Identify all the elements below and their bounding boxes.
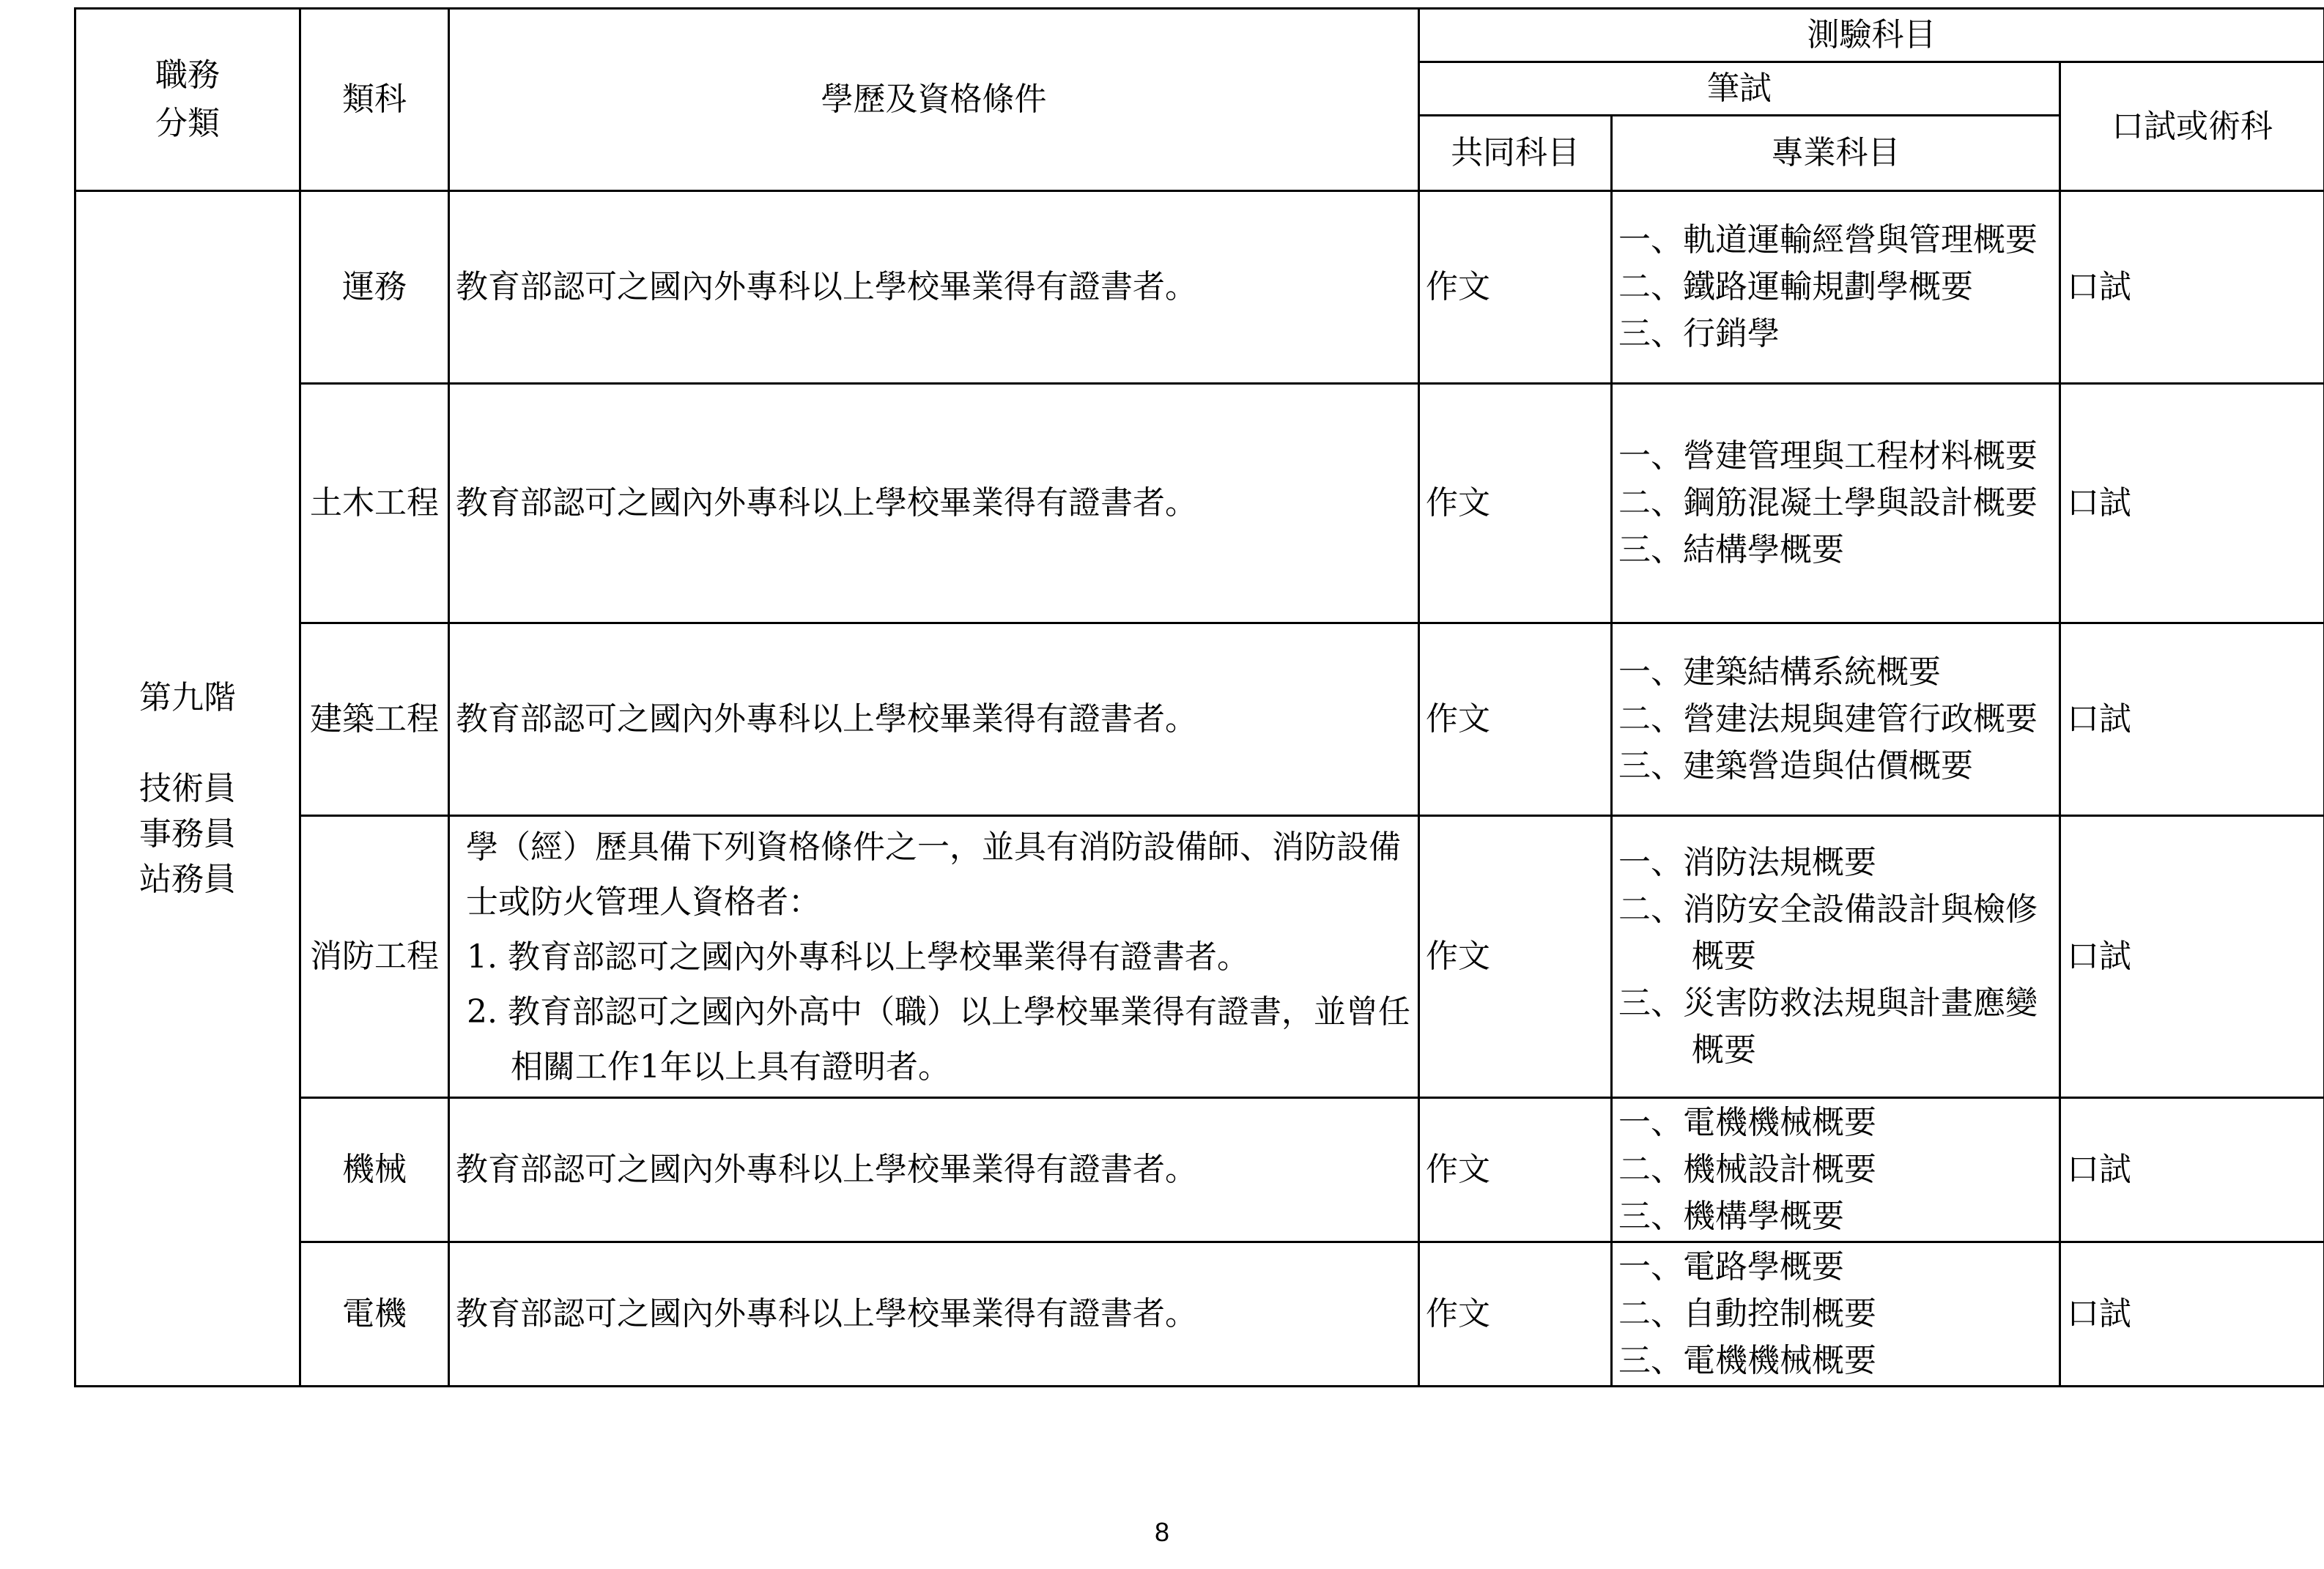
common-subject-cell: 作文 xyxy=(1419,816,1612,1098)
professional-subjects-cell xyxy=(1612,1242,2060,1387)
subject-item: 三、行銷學 xyxy=(1618,315,1780,352)
oral-cell: 口試 xyxy=(2060,191,2324,384)
table-row xyxy=(75,191,2324,384)
professional-subjects-cell xyxy=(1612,191,2060,384)
subject-item: 二、鐵路運輸規劃學概要 xyxy=(1618,268,1973,305)
oral-cell: 口試 xyxy=(2060,1098,2324,1242)
discipline-cell: 消防工程 xyxy=(300,816,449,1098)
position-name: 技術員 xyxy=(139,769,236,807)
discipline-cell: 機械 xyxy=(300,1098,449,1242)
subject-item: 一、電路學概要 xyxy=(1618,1248,1844,1286)
professional-subjects-cell xyxy=(1612,623,2060,816)
table-row xyxy=(75,1242,2324,1387)
position-name: 事務員 xyxy=(139,815,236,853)
grade-level: 第九階 xyxy=(139,678,236,716)
oral-cell: 口試 xyxy=(2060,1242,2324,1387)
qualification-cell xyxy=(449,816,1419,1098)
qualification-cell: 教育部認可之國內外專科以上學校畢業得有證書者。 xyxy=(449,1098,1419,1242)
subject-item: 二、機械設計概要 xyxy=(1618,1151,1876,1188)
oral-cell: 口試 xyxy=(2060,816,2324,1098)
header-test-subjects: 測驗科目 xyxy=(1419,9,2324,62)
subject-item: 一、電機機械概要 xyxy=(1618,1104,1876,1141)
subject-item: 一、營建管理與工程材料概要 xyxy=(1618,437,2038,475)
header-professional-subject: 專業科目 xyxy=(1612,116,2060,191)
qualification-list-item: 1. 教育部認可之國內外專科以上學校畢業得有證書者。 xyxy=(467,938,1249,976)
subject-item: 一、消防法規概要 xyxy=(1618,844,1876,881)
subject-item: 二、自動控制概要 xyxy=(1618,1295,1876,1332)
professional-subjects-cell xyxy=(1612,1098,2060,1242)
header-oral-or-skill: 口試或術科 xyxy=(2060,62,2324,191)
table-row xyxy=(75,623,2324,816)
header-discipline: 類科 xyxy=(300,9,449,191)
subject-item: 三、災害防救法規與計畫應變概要 xyxy=(1618,984,2038,1069)
oral-cell: 口試 xyxy=(2060,623,2324,816)
header-job-category xyxy=(75,9,300,191)
position-name: 站務員 xyxy=(139,860,236,898)
qualification-cell: 教育部認可之國內外專科以上學校畢業得有證書者。 xyxy=(449,384,1419,623)
exam-subjects-table xyxy=(74,7,2324,1387)
subject-item: 三、機構學概要 xyxy=(1618,1198,1844,1235)
table-row xyxy=(75,384,2324,623)
common-subject-cell: 作文 xyxy=(1419,1242,1612,1387)
common-subject-cell: 作文 xyxy=(1419,623,1612,816)
subject-item: 二、鋼筋混凝土學與設計概要 xyxy=(1618,484,2038,522)
qualification-cell: 教育部認可之國內外專科以上學校畢業得有證書者。 xyxy=(449,623,1419,816)
header-common-subject: 共同科目 xyxy=(1419,116,1612,191)
discipline-cell: 土木工程 xyxy=(300,384,449,623)
header-job-category-line1: 職務 xyxy=(155,56,220,94)
table-row xyxy=(75,1098,2324,1242)
header-qualifications: 學歷及資格條件 xyxy=(449,9,1419,191)
discipline-cell: 電機 xyxy=(300,1242,449,1387)
subject-item: 三、結構學概要 xyxy=(1618,531,1844,568)
subject-item: 一、建築結構系統概要 xyxy=(1618,653,1941,691)
professional-subjects-cell xyxy=(1612,816,2060,1098)
subject-item: 三、電機機械概要 xyxy=(1618,1342,1876,1379)
page-number: 8 xyxy=(1154,1517,1170,1547)
qualification-list-item: 2. 教育部認可之國內外高中（職）以上學校畢業得有證書，並曾任相關工作1年以上具有證明者。 xyxy=(467,993,1410,1086)
discipline-cell: 運務 xyxy=(300,191,449,384)
table-row xyxy=(75,816,2324,1098)
subject-item: 二、營建法規與建管行政概要 xyxy=(1618,700,2038,738)
header-written-exam: 筆試 xyxy=(1419,62,2060,116)
subject-item: 三、建築營造與估價概要 xyxy=(1618,747,1973,784)
oral-cell: 口試 xyxy=(2060,384,2324,623)
subject-item: 二、消防安全設備設計與檢修概要 xyxy=(1618,891,2038,975)
qualification-cell: 教育部認可之國內外專科以上學校畢業得有證書者。 xyxy=(449,1242,1419,1387)
discipline-cell: 建築工程 xyxy=(300,623,449,816)
common-subject-cell: 作文 xyxy=(1419,191,1612,384)
common-subject-cell: 作文 xyxy=(1419,1098,1612,1242)
subject-item: 一、軌道運輸經營與管理概要 xyxy=(1618,221,2038,259)
header-job-category-line2: 分類 xyxy=(155,105,220,142)
qualification-intro: 學（經）歷具備下列資格條件之一，並具有消防設備師、消防設備士或防火管理人資格者： xyxy=(466,828,1401,921)
grade-cell xyxy=(75,191,300,1387)
professional-subjects-cell xyxy=(1612,384,2060,623)
common-subject-cell: 作文 xyxy=(1419,384,1612,623)
qualification-cell: 教育部認可之國內外專科以上學校畢業得有證書者。 xyxy=(449,191,1419,384)
